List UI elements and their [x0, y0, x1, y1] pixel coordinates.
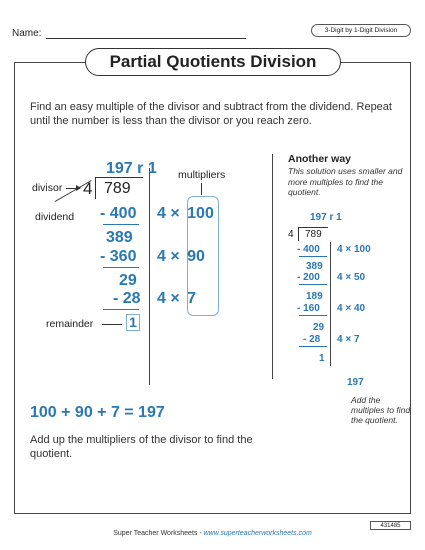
multiplier-value: 7 [187, 290, 197, 307]
small-underline [299, 315, 327, 316]
small-multiplier-2: 4 × 50 [337, 272, 366, 283]
small-divisor: 4 [288, 229, 294, 240]
footer-site-link[interactable]: www.superteacherworksheets.com [203, 530, 312, 537]
multiplier-op: 4 × [157, 248, 180, 265]
small-quotient: 197 r 1 [310, 212, 342, 223]
multipliers-pointer [201, 183, 202, 195]
divisor-label: divisor [32, 182, 63, 194]
remainder-step-2: 29 [119, 272, 137, 289]
worksheet-tag: 3-Digit by 1-Digit Division [311, 24, 411, 37]
remainder-box: 1 [126, 314, 140, 331]
dividend-label: dividend [35, 211, 75, 223]
small-multiplier-3: 4 × 40 [337, 303, 366, 314]
small-remainder-3: 29 [313, 322, 325, 333]
page-title: Partial Quotients Division [85, 48, 341, 76]
column-divider [272, 154, 273, 379]
multiplier-value: 90 [187, 248, 205, 265]
subtract-step-1: - 400 [100, 205, 137, 222]
multiplier-step-2 [157, 248, 205, 266]
name-label: Name: [12, 28, 42, 39]
another-way-title: Another way [288, 153, 352, 165]
small-subtract-3: - 160 [297, 303, 320, 314]
small-underline [299, 256, 327, 257]
multipliers-label: multipliers [178, 169, 226, 181]
small-multiplier-1: 4 × 100 [337, 244, 371, 255]
small-divider-line [330, 242, 331, 366]
small-dividend: 789 [305, 229, 322, 240]
divider-line [149, 168, 150, 385]
worksheet-code: 431485 [370, 521, 411, 530]
dividend: 789 [104, 180, 131, 197]
small-remainder-2: 189 [306, 291, 323, 302]
subtract-underline [103, 224, 139, 225]
small-total: 197 [347, 377, 364, 388]
multiplier-step-3 [157, 290, 196, 308]
small-underline [299, 284, 327, 285]
remainder-step-1: 389 [106, 229, 133, 246]
small-note: Add the multiples to find the quotient. [351, 395, 411, 425]
small-subtract-4: - 28 [303, 334, 321, 345]
multiplier-op: 4 × [157, 290, 180, 307]
small-multiplier-4: 4 × 7 [337, 334, 360, 345]
small-underline [299, 346, 327, 347]
remainder-label: remainder [46, 318, 94, 330]
multiplier-value: 100 [187, 205, 214, 222]
small-subtract-2: - 200 [297, 272, 320, 283]
name-field[interactable] [46, 38, 246, 39]
quotient: 197 r 1 [106, 160, 157, 177]
instructions: Find an easy multiple of the divisor and subtract from the dividend. Repeat until the number is less than the divisor or you reach zero. [30, 101, 392, 127]
footer [0, 530, 425, 537]
footer-brand: Super Teacher Worksheets - [113, 530, 204, 537]
subtract-step-2: - 360 [100, 248, 137, 265]
remainder-pointer [102, 324, 122, 325]
multiplier-sum: 100 + 90 + 7 = 197 [30, 404, 165, 421]
small-subtract-1: - 400 [297, 244, 320, 255]
multiplier-op: 4 × [157, 205, 180, 222]
divisor: 4 [83, 179, 93, 198]
sum-description: Add up the multipliers of the divisor to find the quotient. [30, 434, 253, 460]
subtract-underline [103, 309, 139, 310]
small-remainder-1: 389 [306, 261, 323, 272]
another-way-description: This solution uses smaller and more multiples to find the quotient. [288, 166, 403, 197]
small-remainder-4: 1 [319, 353, 325, 364]
subtract-step-3: - 28 [113, 290, 141, 307]
multiplier-step-1 [157, 205, 214, 223]
subtract-underline [103, 267, 139, 268]
